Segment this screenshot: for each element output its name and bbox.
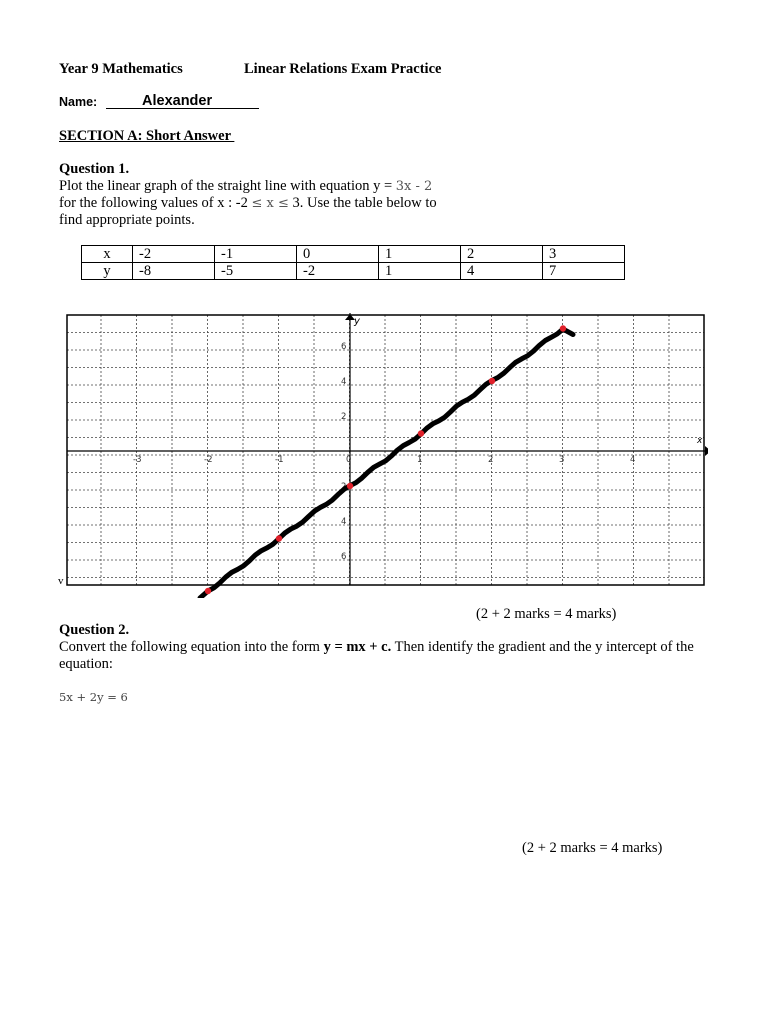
line-graph xyxy=(58,308,708,598)
data-point xyxy=(205,588,211,594)
question-2-marks: (2 + 2 marks = 4 marks) xyxy=(522,840,663,856)
y-tick-label: 2 xyxy=(341,412,347,422)
data-point xyxy=(276,535,282,541)
exam-title: Linear Relations Exam Practice xyxy=(244,61,442,77)
question-1-title: Question 1. xyxy=(59,161,130,177)
q1-line3: find appropriate points. xyxy=(59,212,195,228)
y-tick-label: 4 xyxy=(341,377,347,387)
q2-text-end: Then identify the gradient and the y intercept of the equation: xyxy=(59,639,694,672)
data-point xyxy=(418,430,424,436)
q1-line2-end: 3. Use the table below to xyxy=(288,195,437,211)
q1-equation: 3x - 2 xyxy=(395,179,433,194)
table-cell: 2 xyxy=(461,246,543,263)
table-row-y xyxy=(82,263,625,280)
x-tick-label: -3 xyxy=(133,455,142,465)
graph-frame xyxy=(67,315,704,585)
table-cell: 1 xyxy=(379,246,461,263)
plotted-line xyxy=(200,329,573,598)
x-tick-label: 2 xyxy=(488,455,494,465)
question-2-equation: 5x + 2y = 6 xyxy=(59,690,128,704)
margin-mark: v xyxy=(58,575,64,587)
section-a-heading: SECTION A: Short Answer xyxy=(59,128,235,144)
subject-heading: Year 9 Mathematics xyxy=(59,61,183,77)
x-tick-label: 1 xyxy=(417,455,423,465)
table-cell: -2 xyxy=(297,263,379,280)
x-tick-label: -1 xyxy=(275,455,284,465)
values-table xyxy=(81,245,625,280)
name-value: Alexander xyxy=(142,93,213,109)
table-cell: y xyxy=(82,263,133,280)
x-axis-arrow-icon xyxy=(705,446,708,456)
table-cell: -2 xyxy=(133,246,215,263)
y-tick-label: 6 xyxy=(341,552,347,562)
table-cell: -1 xyxy=(215,246,297,263)
table-cell: 3 xyxy=(543,246,625,263)
q2-text-start: Convert the following equation into the form xyxy=(59,639,324,655)
q2-form: y = mx + c. xyxy=(323,639,392,655)
x-tick-label: 0 xyxy=(346,455,352,465)
name-label: Name: xyxy=(59,95,98,109)
table-row-x xyxy=(82,246,625,263)
question-1-text xyxy=(59,178,479,229)
table-cell: -5 xyxy=(215,263,297,280)
table-cell: 4 xyxy=(461,263,543,280)
table-cell: 1 xyxy=(379,263,461,280)
table-cell: x xyxy=(82,246,133,263)
data-point xyxy=(347,483,353,489)
data-point xyxy=(560,325,566,331)
data-point xyxy=(489,378,495,384)
q1-inequality: ≤ x ≤ xyxy=(251,196,289,211)
question-2-title: Question 2. xyxy=(59,622,130,638)
table-cell: 7 xyxy=(543,263,625,280)
q1-line2-start: for the following values of x : -2 xyxy=(59,195,252,211)
x-axis-label: x xyxy=(697,436,703,446)
y-axis-label: y xyxy=(354,316,360,327)
question-1-marks: (2 + 2 marks = 4 marks) xyxy=(476,606,617,622)
x-tick-label: 4 xyxy=(630,455,636,465)
x-tick-label: 3 xyxy=(559,455,565,465)
y-tick-label: 6 xyxy=(341,342,347,352)
table-cell: -8 xyxy=(133,263,215,280)
y-tick-label: 4 xyxy=(341,517,347,527)
x-tick-label: -2 xyxy=(204,455,213,465)
q1-line1: Plot the linear graph of the straight line with equation y = xyxy=(59,178,396,194)
table-cell: 0 xyxy=(297,246,379,263)
y-tick-label: 2 xyxy=(341,482,347,492)
question-2-text xyxy=(59,639,709,673)
